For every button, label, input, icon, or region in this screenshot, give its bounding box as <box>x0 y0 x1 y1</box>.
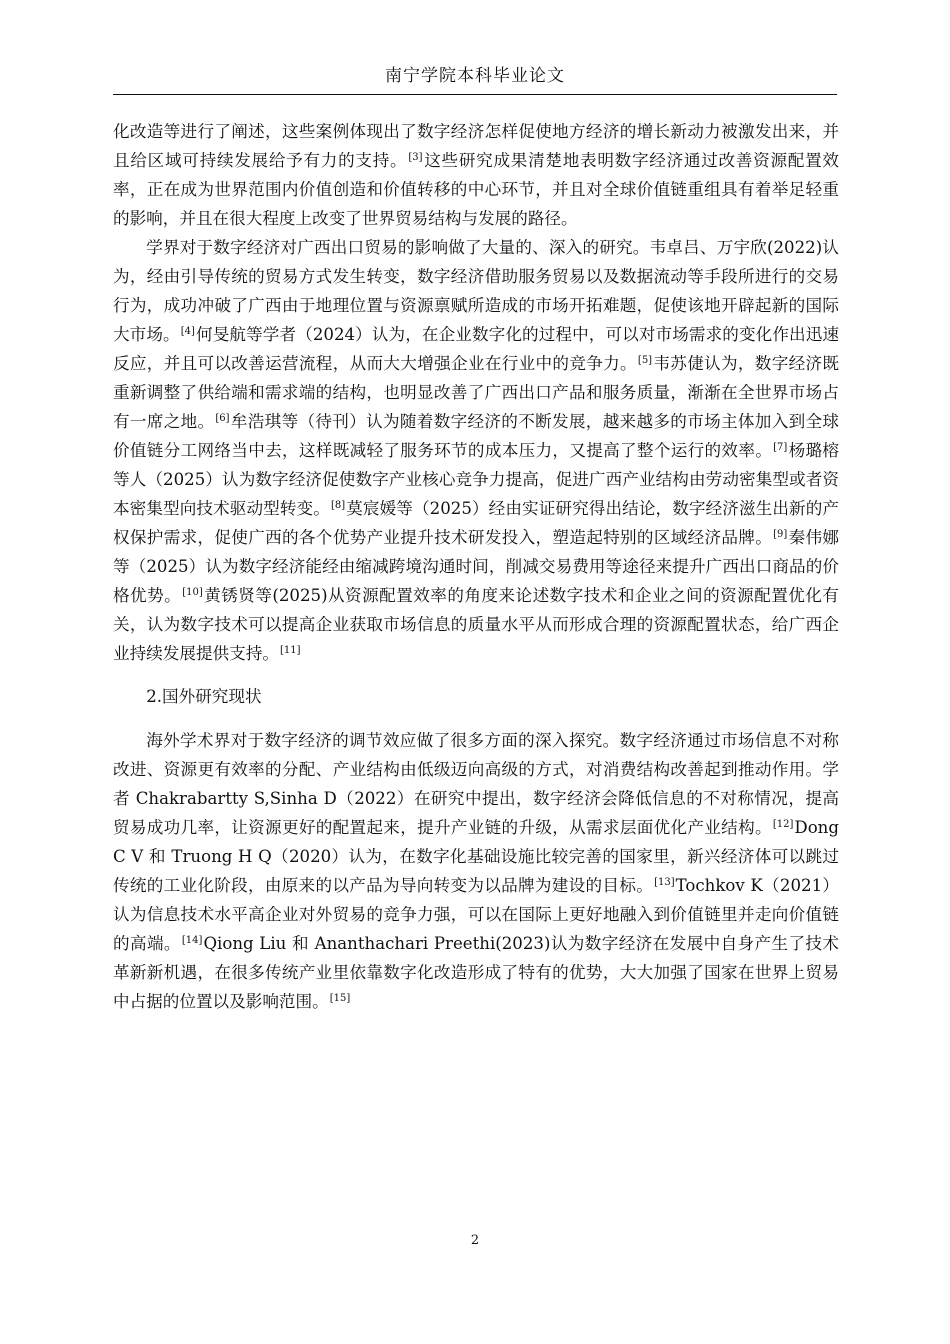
page-number: 2 <box>470 1233 480 1248</box>
paragraph-text: Tochkov K（2021）认为信息技术水平高企业对外贸易的竞争力强，可以在国际上更好地融入到价值链里并走向价值链的高端。 <box>113 876 840 953</box>
citation-marker: [10] <box>182 587 203 598</box>
citation-marker: [12] <box>772 819 794 830</box>
citation-marker: [11] <box>279 645 301 656</box>
paragraph-text: 秦伟娜等（2025）认为数字经济能经由缩减跨境沟通时间，削减交易费用等途径来提升广西出口商品的价格优势。 <box>113 528 839 605</box>
citation-marker: [6] <box>215 413 230 424</box>
paragraph-text: 化改造等进行了阐述，这些案例体现出了数字经济怎样促使地方经济的增长新动力被激发出来，并且给区域可持续发展给予有力的支持。 <box>113 122 839 170</box>
paragraph-text: Qiong Liu 和 Ananthachari Preethi(2023)认为数字经济在发展中自身产生了技术革新新机遇，在很多传统产业里依靠数字化改造形成了特有的优势，大大加强了国家在世界上贸易中占据的位置以及影响范围。 <box>113 934 840 1011</box>
header-divider <box>113 94 837 95</box>
paragraph-text: 牟浩琪等（待刊）认为随着数字经济的不断发展，越来越多的市场主体加入到全球价值链分工网络当中去，这样既减轻了服务环节的成本压力，又提高了整个运行的效率。 <box>113 412 840 460</box>
citation-marker: [5] <box>637 355 653 366</box>
paragraph-text: 韦苏倢认为，数字经济既重新调整了供给端和需求端的结构，也明显改善了广西出口产品和服务质量，渐渐在全世界市场占有一席之地。 <box>113 354 840 431</box>
paragraph-text: 这些研究成果清楚地表明数字经济通过改善资源配置效率，正在成为世界范围内价值创造和价值转移的中心环节，并且对全球价值链重组具有着举足轻重的影响，并且在很大程度上改变了世界贸易结构与发展的路径。 <box>113 151 840 228</box>
paragraph-text: 杨璐榕等人（2025）认为数字经济促使数字产业核心竞争力提高，促进广西产业结构由劳动密集型或者资本密集型向技术驱动型转变。 <box>113 441 839 518</box>
section-heading: 2.国外研究现状 <box>146 687 262 706</box>
citation-marker: [8] <box>330 500 346 511</box>
citation-marker: [9] <box>773 529 788 540</box>
body-paragraph <box>113 726 839 1016</box>
citation-marker: [4] <box>180 326 195 337</box>
paragraph-text: 莫宸媛等（2025）经由实证研究得出结论，数字经济滋生出新的产权保护需求，促使广西的各个优势产业提升技术研发投入，塑造起特别的区域经济品牌。 <box>113 499 839 547</box>
paragraph-text: 学界对于数字经济对广西出口贸易的影响做了大量的、深入的研究。韦卓吕、万宇欣(2022)认为，经由引导传统的贸易方式发生转变，数字经济借助服务贸易以及数据流动等手段所进行的交易行为，成功冲破了广西由于地理位置与资源禀赋所造成的市场开拓难题，促使该地开辟起新的国际大市场。 <box>113 238 839 344</box>
paragraph-text: Dong C V 和 Truong H Q（2020）认为，在数字化基础设施比较完善的国家里，新兴经济体可以跳过传统的工业化阶段，由原来的以产品为导向转变为以品牌为建设的目标。 <box>113 818 839 895</box>
citation-marker: [3] <box>408 152 423 163</box>
paragraph-text: 海外学术界对于数字经济的调节效应做了很多方面的深入探究。数字经济通过市场信息不对称改进、资源更有效率的分配、产业结构由低级迈向高级的方式，对消费结构改善起到推动作用。学者 Chakrabartty S,Sinha D（2022）在研究中提出，数字经济会降低信息的不对称情况，提高贸易成功几率，让资源更好的配置起来，提升产业链的升级，从需求层面优化产业结构。 <box>113 731 839 837</box>
document-body <box>113 117 839 1016</box>
paragraph-text: 何旻航等学者（2024）认为，在企业数字化的过程中，可以对市场需求的变化作出迅速反应，并且可以改善运营流程，从而大大增强企业在行业中的竞争力。 <box>113 325 839 373</box>
paragraph-group-foreign <box>113 726 839 1016</box>
citation-marker: [7] <box>773 442 788 453</box>
paragraph-group-domestic <box>113 117 839 668</box>
body-paragraph <box>113 233 839 668</box>
citation-marker: [15] <box>329 993 351 1004</box>
body-paragraph <box>113 117 839 233</box>
citation-marker: [14] <box>181 935 203 946</box>
paragraph-text: 黄锈贤等(2025)从资源配置效率的角度来论述数字技术和企业之间的资源配置优化有关，认为数字技术可以提高企业获取市场信息的质量水平从而形成合理的资源配置状态，给广西企业持续发展提供支持。 <box>113 586 839 663</box>
citation-marker: [13] <box>654 877 675 888</box>
page-header-title: 南宁学院本科毕业论文 <box>385 66 565 86</box>
